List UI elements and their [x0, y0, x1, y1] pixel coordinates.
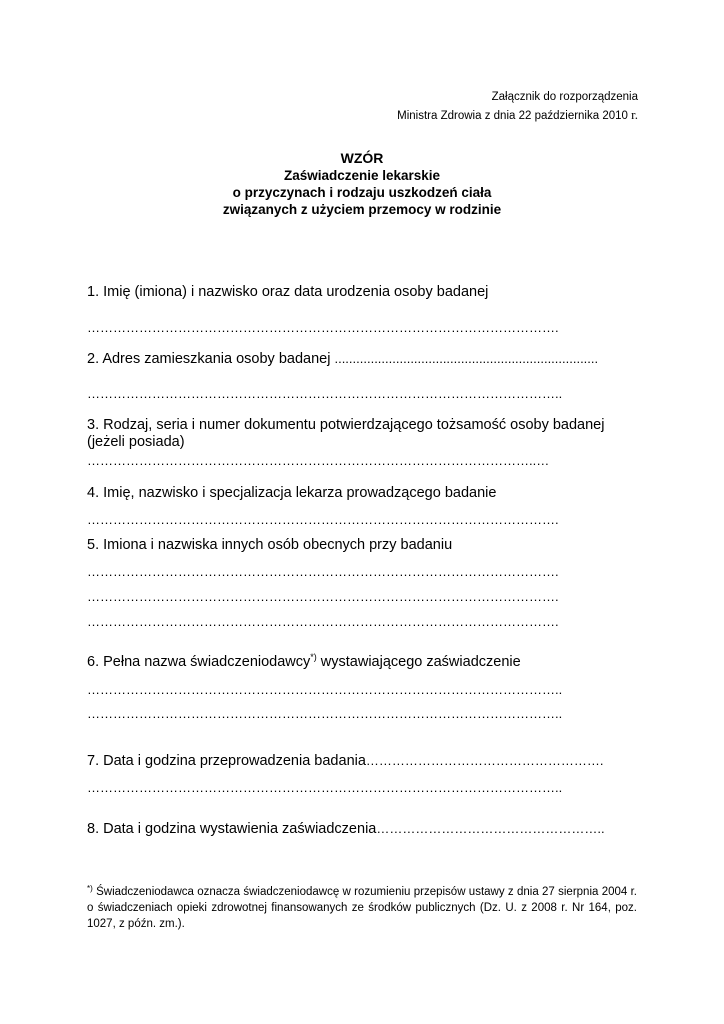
footnote-mark: *) — [87, 884, 93, 893]
question-6-label — [87, 654, 521, 670]
header-line-1: Załącznik do rozporządzenia — [491, 91, 638, 103]
footnote-ref: *) — [310, 652, 317, 662]
question-7-label — [87, 753, 604, 769]
question-5-label: 5. Imiona i nazwiska innych osób obecnych przy badaniu — [87, 537, 453, 553]
question-6-answer-line-2[interactable]: ……………………………………………………………………………………………….. — [87, 706, 563, 721]
header-line-2 — [397, 106, 638, 125]
question-6-text-end: wystawiającego zaświadczenie — [316, 654, 521, 670]
question-2-text: 2. Adres zamieszkania osoby badanej — [87, 351, 331, 367]
question-3-label-1: 3. Rodzaj, seria i numer dokumentu potwierdzającego tożsamość osoby badanej — [87, 417, 605, 433]
question-7-inline-answer[interactable]: ………………………………………………. — [365, 753, 604, 768]
header-line-2-abbrev: r. — [631, 107, 638, 122]
question-8-inline-answer[interactable]: …………………………………………….. — [376, 821, 605, 836]
question-2-inline-answer[interactable]: ......................................................................... — [334, 351, 599, 366]
question-5-answer-line-2[interactable]: ………………………………………………………………………………………………. — [87, 589, 559, 604]
question-4-label: 4. Imię, nazwisko i specjalizacja lekarza prowadzącego badanie — [87, 485, 497, 501]
title-wzor: WZÓR — [340, 150, 384, 166]
question-6-text: 6. Pełna nazwa świadczeniodawcy — [87, 654, 311, 670]
title-line-2: o przyczynach i rodzaju uszkodzeń ciała — [232, 185, 492, 200]
footnote — [87, 884, 637, 932]
question-5-answer-line-3[interactable]: ………………………………………………………………………………………………. — [87, 614, 559, 629]
footnote-text: Świadczeniodawca oznacza świadczeniodawcę w rozumieniu przepisów ustawy z dnia 27 sierpnia 2004 r. o świadczeniach opieki zdrowotnej finansowanych ze środków publicznych (Dz. U. z 2008 r. Nr 164, poz. 1027, z późn. zm.). — [87, 886, 637, 930]
attachment-header — [397, 88, 638, 125]
question-1-answer-line[interactable]: ………………………………………………………………………………………………. — [87, 320, 559, 335]
title-line-1: Zaświadczenie lekarskie — [283, 168, 441, 183]
question-1-label: 1. Imię (imiona) i nazwisko oraz data urodzenia osoby badanej — [87, 284, 489, 300]
question-5-answer-line-1[interactable]: ………………………………………………………………………………………………. — [87, 564, 559, 579]
question-3-label-2: (jeżeli posiada) — [87, 434, 185, 450]
title-line-3: związanych z użyciem przemocy w rodzinie — [222, 202, 502, 217]
question-8-label — [87, 821, 605, 837]
question-2-answer-line[interactable]: ……………………………………………………………………………………………….. — [87, 386, 563, 401]
question-4-answer-line[interactable]: ………………………………………………………………………………………………. — [87, 512, 559, 527]
question-6-answer-line-1[interactable]: ……………………………………………………………………………………………….. — [87, 682, 563, 697]
document-title — [0, 150, 724, 218]
header-line-2-text: Ministra Zdrowia z dnia 22 października 2010 — [397, 110, 628, 122]
question-8-text: 8. Data i godzina wystawienia zaświadczenia — [87, 821, 377, 837]
question-2-label — [87, 351, 598, 367]
question-3-answer-line[interactable]: …………………………………………………………………………………………..… — [87, 453, 550, 468]
question-7-answer-line[interactable]: ……………………………………………………………………………………………….. — [87, 780, 563, 795]
question-7-text: 7. Data i godzina przeprowadzenia badania — [87, 753, 366, 769]
